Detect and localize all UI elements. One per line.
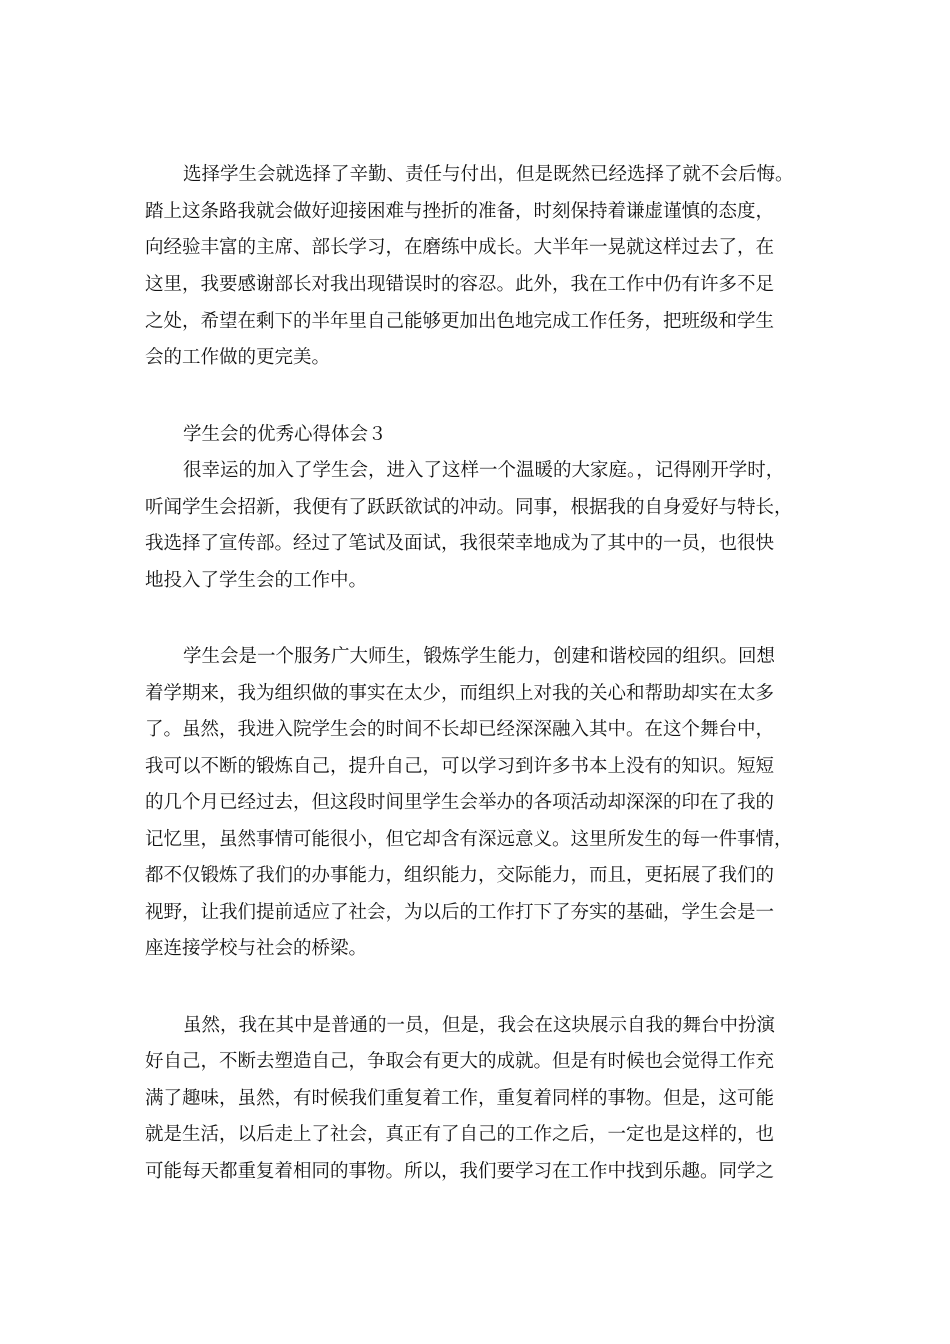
section-heading: 学生会的优秀心得体会３ [183,424,387,445]
paragraph-1-line-4: 这里，我要感谢部长对我出现错误时的容忍。此外，我在工作中仍有许多不足 [145,274,775,295]
paragraph-2-line-2: 听闻学生会招新，我便有了跃跃欲试的冲动。同事，根据我的自身爱好与特长， [145,497,793,518]
paragraph-3-line-2: 着学期来，我为组织做的事实在太少，而组织上对我的关心和帮助却实在太多 [145,683,775,704]
paragraph-1-line-3: 向经验丰富的主席、部长学习，在磨练中成长。大半年一晃就这样过去了，在 [145,237,775,258]
paragraph-2-line-1: 很幸运的加入了学生会，进入了这样一个温暖的大家庭。，记得刚开学时， [183,460,785,481]
paragraph-3-line-3: 了。虽然，我进入院学生会的时间不长却已经深深融入其中。在这个舞台中， [145,719,775,740]
paragraph-3-line-5: 的几个月已经过去，但这段时间里学生会举办的各项活动却深深的印在了我的 [145,792,775,813]
paragraph-3-line-8: 视野，让我们提前适应了社会，为以后的工作打下了夯实的基础，学生会是一 [145,902,775,923]
paragraph-3-line-7: 都不仅锻炼了我们的办事能力，组织能力，交际能力，而且，更拓展了我们的 [145,865,775,886]
paragraph-2-line-3: 我选择了宣传部。经过了笔试及面试，我很荣幸地成为了其中的一员，也很快 [145,533,775,554]
paragraph-1-line-2: 踏上这条路我就会做好迎接困难与挫折的准备，时刻保持着谦虚谨慎的态度， [145,201,775,222]
paragraph-4-line-1: 虽然，我在其中是普通的一员，但是，我会在这块展示自我的舞台中扮演 [183,1015,776,1036]
paragraph-1-line-5: 之处，希望在剩下的半年里自己能够更加出色地完成工作任务，把班级和学生 [145,311,775,332]
paragraph-4-line-5: 可能每天都重复着相同的事物。所以，我们要学习在工作中找到乐趣。同学之 [145,1161,775,1182]
paragraph-3-line-4: 我可以不断的锻炼自己，提升自己，可以学习到许多书本上没有的知识。短短 [145,756,775,777]
paragraph-4-line-3: 满了趣味，虽然，有时候我们重复着工作，重复着同样的事物。但是，这可能 [145,1088,775,1109]
paragraph-2-line-4: 地投入了学生会的工作中。 [145,570,368,591]
paragraph-1-line-1: 选择学生会就选择了辛勤、责任与付出，但是既然已经选择了就不会后悔。 [183,164,794,185]
paragraph-3-line-1: 学生会是一个服务广大师生，锻炼学生能力，创建和谐校园的组织。回想 [183,646,776,667]
paragraph-4-line-2: 好自己，不断去塑造自己，争取会有更大的成就。但是有时候也会觉得工作充 [145,1051,775,1072]
paragraph-4-line-4: 就是生活，以后走上了社会，真正有了自己的工作之后，一定也是这样的，也 [145,1124,775,1145]
paragraph-3-line-6: 记忆里，虽然事情可能很小，但它却含有深远意义。这里所发生的每一件事情， [145,829,793,850]
paragraph-1-line-6: 会的工作做的更完美。 [145,347,331,368]
paragraph-3-line-9: 座连接学校与社会的桥梁。 [145,938,368,959]
